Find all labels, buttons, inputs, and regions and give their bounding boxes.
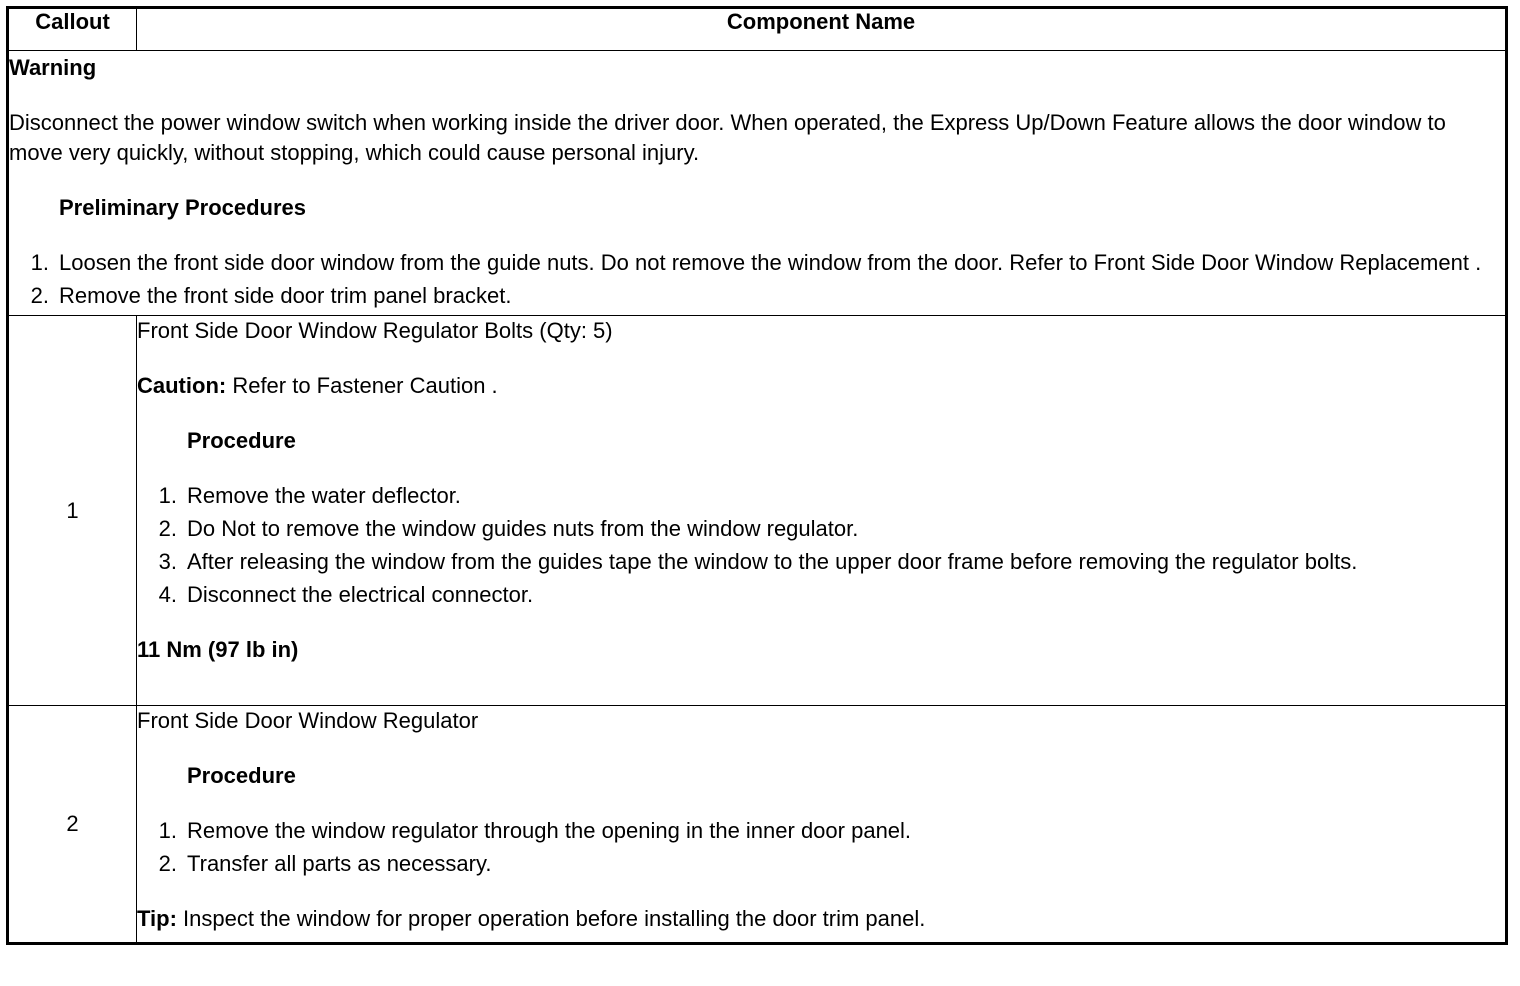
step-text: After releasing the window from the guides tape the window to the upper door frame before removing the regulator bolts. — [187, 549, 1358, 574]
step-number: 3. — [158, 549, 177, 574]
header-component-name: Component Name — [137, 8, 1507, 51]
preliminary-row — [8, 51, 1507, 316]
list-item — [137, 481, 1505, 511]
tip-label: Tip: — [137, 906, 177, 931]
preliminary-cell — [8, 51, 1507, 316]
component-cell — [137, 706, 1507, 944]
procedure-steps — [137, 481, 1505, 610]
step-number: 1. — [158, 818, 177, 843]
step-text: Loosen the front side door window from the guide nuts. Do not remove the window from the door. Refer to Front Side Door Window Replacement . — [59, 250, 1482, 275]
component-cell — [137, 316, 1507, 706]
list-item — [9, 281, 1505, 311]
table-row — [8, 316, 1507, 706]
procedure-title: Procedure — [187, 428, 296, 453]
tip-note — [137, 904, 1505, 934]
step-number: 1. — [30, 250, 49, 275]
step-number: 4. — [158, 582, 177, 607]
step-text: Disconnect the electrical connector. — [187, 582, 534, 607]
list-item — [137, 816, 1505, 846]
warning-label: Warning — [9, 55, 97, 80]
preliminary-title: Preliminary Procedures — [59, 195, 307, 220]
list-item — [137, 580, 1505, 610]
list-item — [9, 248, 1505, 278]
step-text: Transfer all parts as necessary. — [187, 851, 492, 876]
step-text: Do Not to remove the window guides nuts from the window regulator. — [187, 516, 859, 541]
procedure-steps — [137, 816, 1505, 879]
list-item — [137, 514, 1505, 544]
header-row — [8, 8, 1507, 51]
callout-number: 1 — [8, 316, 137, 706]
preliminary-steps — [9, 248, 1505, 311]
step-number: 1. — [158, 483, 177, 508]
list-item — [137, 849, 1505, 879]
caution-text: Refer to Fastener Caution . — [226, 373, 498, 398]
tip-text: Inspect the window for proper operation before installing the door trim panel. — [176, 906, 926, 931]
step-number: 2. — [158, 851, 177, 876]
callout-number: 2 — [8, 706, 137, 944]
torque-spec: 11 Nm (97 lb in) — [137, 637, 299, 662]
component-name: Front Side Door Window Regulator — [137, 708, 479, 733]
step-number: 2. — [30, 283, 49, 308]
warning-text: Disconnect the power window switch when working inside the driver door. When operated, the Express Up/Down Feature allows the door window to move very quickly, without stopping, which could cause personal injury. — [9, 110, 1446, 165]
caution-note — [137, 371, 1505, 401]
table-row — [8, 706, 1507, 944]
step-text: Remove the water deflector. — [187, 483, 461, 508]
header-callout: Callout — [8, 8, 137, 51]
step-text: Remove the window regulator through the opening in the inner door panel. — [187, 818, 912, 843]
component-table — [6, 6, 1508, 945]
component-name: Front Side Door Window Regulator Bolts (Qty: 5) — [137, 318, 613, 343]
step-text: Remove the front side door trim panel bracket. — [59, 283, 512, 308]
list-item — [137, 547, 1505, 577]
procedure-title: Procedure — [187, 763, 296, 788]
step-number: 2. — [158, 516, 177, 541]
caution-label: Caution: — [137, 373, 227, 398]
